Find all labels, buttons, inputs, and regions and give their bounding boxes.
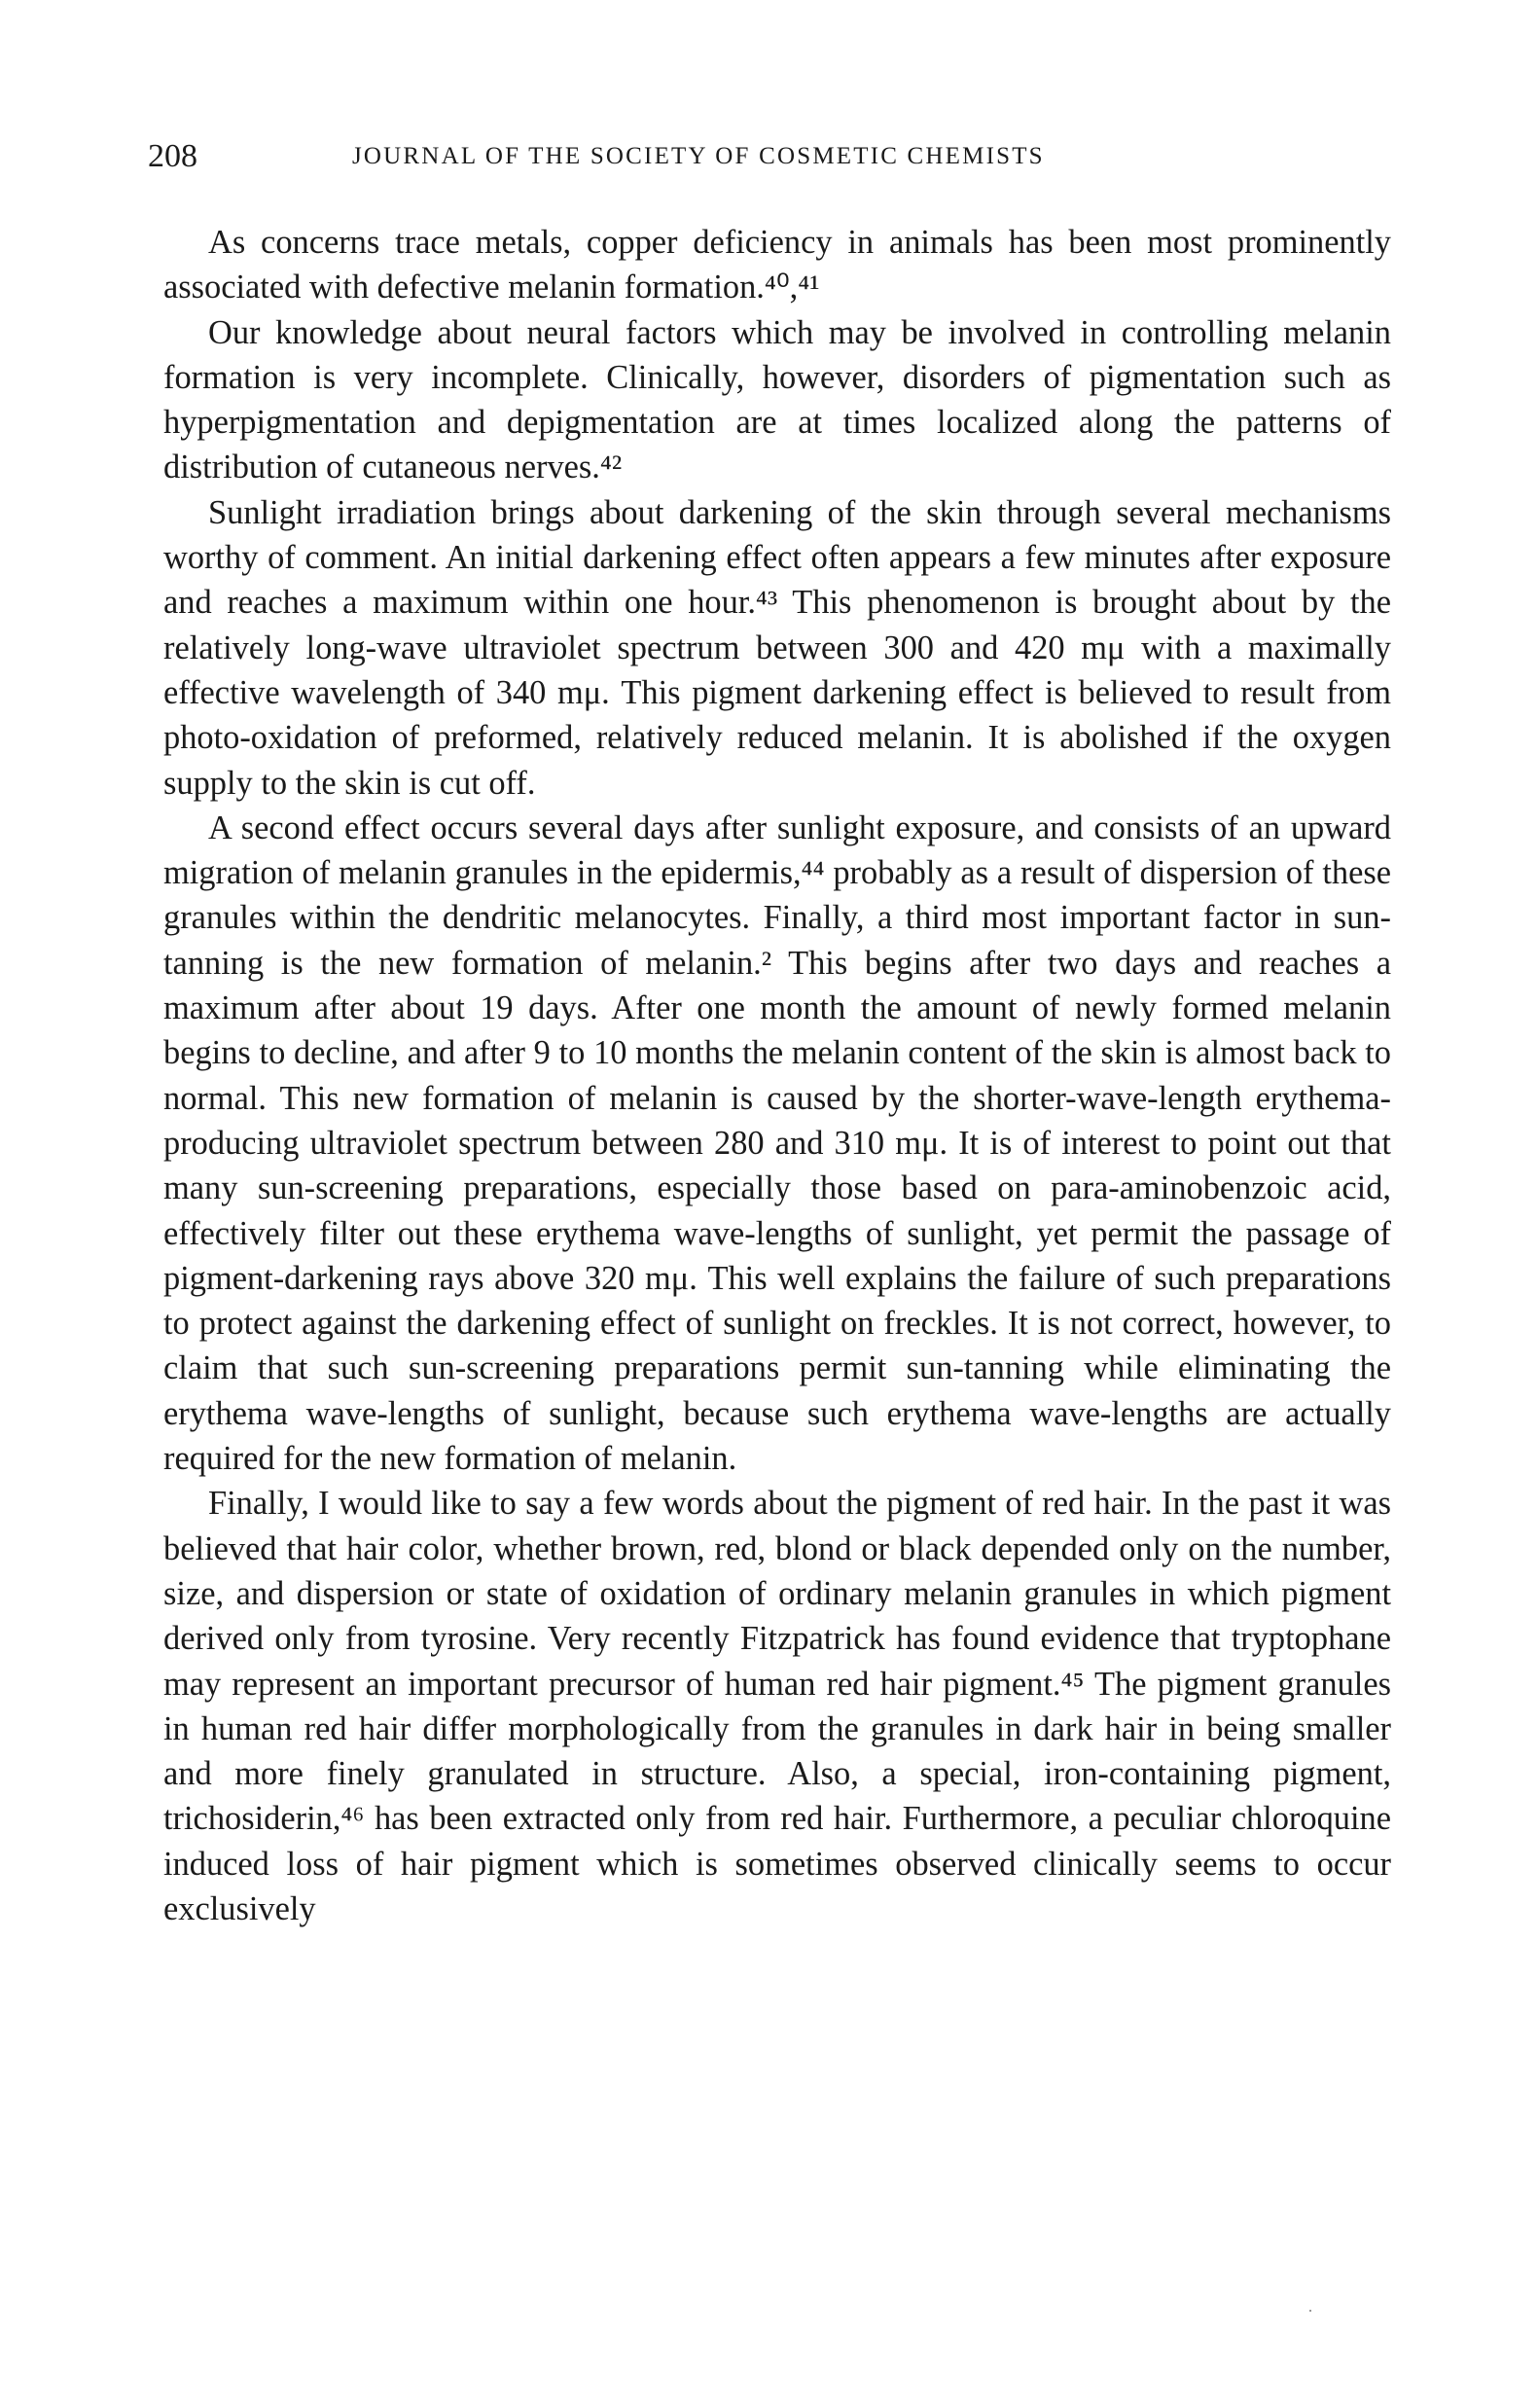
paragraph-neural-factors: Our knowledge about neural factors which may be involved in controlling melanin formation is very incomplete. Clinically, however, disorders of pigmentation such as hyperpigmentation and depigmentation are at times localized along the patterns of distribution of cutaneous nerves.⁴²: [163, 313, 1391, 486]
paragraph-trace-metals: As concerns trace metals, copper deficiency in animals has been most prominently associated with defective melanin formation.⁴⁰,⁴¹: [163, 224, 1391, 306]
paragraph-second-effect: A second effect occurs several days after sunlight exposure, and consists of an upward migration of melanin granules in the epidermis,⁴⁴ probably as a result of dispersion of these granules within the dendritic melanocytes. Finally, a third most important factor in sun-tanning is the new formation of melanin.² This begins after two days and reaches a maximum after about 19 days. After one month the amount of newly formed melanin begins to decline, and after 9 to 10 months the melanin content of the skin is almost back to normal. This new formation of melanin is caused by the shorter-wave-length erythema-producing ultraviolet spectrum between 280 and 310 mμ. It is of interest to point out that many sun-screening preparations, especially those based on para-aminobenzoic acid, effectively filter out these erythema wave-lengths of sunlight, yet permit the passage of pigment-darkening rays above 320 mμ. This well explains the failure of such preparations to protect against the darkening effect of sunlight on freckles. It is not correct, however, to claim that such sun-screening preparations permit sun-tanning while eliminating the erythema wave-lengths of sunlight, because such erythema wave-lengths are actually required for the new formation of melanin.: [163, 809, 1391, 1478]
paragraph-red-hair: Finally, I would like to say a few words about the pigment of red hair. In the past it was believed that hair color, whether brown, red, blond or black depended only on the number, size, and dispersion or state of oxidation of ordinary melanin granules in which pigment derived only from tyrosine. Very recently Fitzpatrick has found evidence that tryptophane may represent an important precursor of human red hair pigment.⁴⁵ The pigment granules in human red hair differ morphologically from the granules in dark hair in being smaller and more finely granulated in structure. Also, a special, iron-containing pigment, trichosiderin,⁴⁶ has been extracted only from red hair. Furthermore, a peculiar chloroquine induced loss of hair pigment which is sometimes observed clinically seems to occur exclusively: [163, 1485, 1391, 1927]
article-body: [163, 220, 1391, 1931]
page-number: 208: [148, 138, 197, 174]
running-header: [148, 138, 1393, 177]
paragraph-sunlight-irradiation: Sunlight irradiation brings about darkening of the skin through several mechanisms worthy of comment. An initial darkening effect often appears a few minutes after exposure and reaches a maximum within one hour.⁴³ This phenomenon is brought about by the relatively long-wave ultraviolet spectrum between 300 and 420 mμ with a maximally effective wavelength of 340 mμ. This pigment darkening effect is believed to result from photo-oxidation of preformed, relatively reduced melanin. It is abolished if the oxygen supply to the skin is cut off.: [163, 493, 1391, 802]
scan-speck: [1309, 2310, 1311, 2312]
journal-title: JOURNAL OF THE SOCIETY OF COSMETIC CHEMISTS: [352, 143, 1045, 169]
